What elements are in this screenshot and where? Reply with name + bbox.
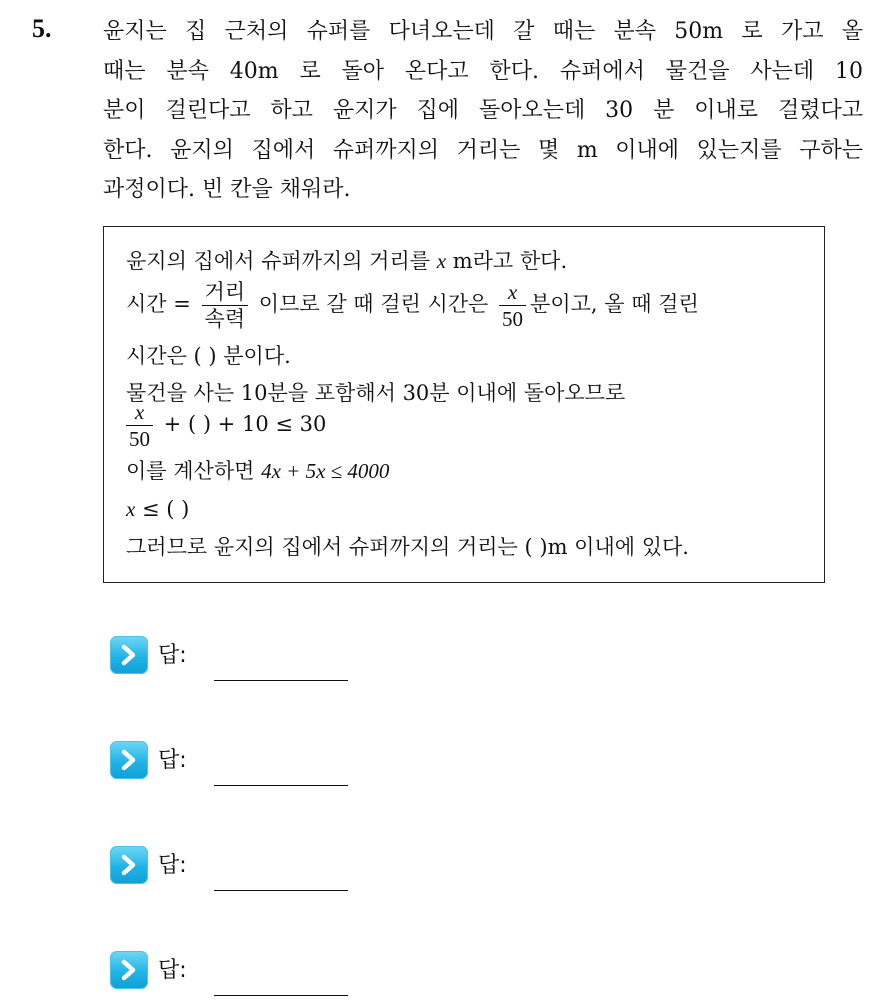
box-row-2 [126, 279, 699, 332]
chevron-right-icon [110, 636, 148, 674]
problem-line: 때는 분속 40m 로 돌아 온다고 한다. 슈퍼에서 물건을 사는데 10 [103, 58, 863, 84]
box-row-7 [126, 495, 189, 523]
question-number: 5. [32, 14, 52, 43]
problem-line: 분이 걸린다고 하고 윤지가 집에 돌아오는데 30 분 이내로 걸렸다고 [103, 98, 863, 123]
chevron-right-icon [110, 951, 148, 989]
chevron-right-icon [110, 846, 148, 884]
fraction-denominator: 50 [502, 307, 524, 331]
box-text: 이므로 갈 때 걸린 시간은 [252, 292, 496, 316]
problem-line: 윤지는 집 근처의 슈퍼를 다녀오는데 갈 때는 분속 50m 로 가고 올 [103, 19, 863, 44]
box-text: 이를 계산하면 [126, 459, 262, 483]
problem-line: 과정이다. 빈 칸을 채워라. [103, 177, 351, 202]
answer-input-line[interactable] [214, 680, 348, 681]
fraction-x-over-50 [126, 399, 153, 452]
answer-label: 답: [158, 643, 187, 668]
fraction-numerator: x [126, 399, 153, 426]
variable-x: x [436, 249, 447, 273]
box-text: 시간 = [126, 292, 198, 316]
fraction-x-over-50 [499, 279, 526, 332]
box-row-8: 그러므로 윤지의 집에서 슈퍼까지의 거리는 ( )m 이내에 있다. [126, 535, 689, 559]
answer-input-line[interactable] [214, 890, 348, 891]
answer-label: 답: [158, 853, 187, 878]
box-row-1 [126, 247, 567, 275]
fraction-numerator: 거리 [202, 279, 249, 306]
box-row-3: 시간은 ( ) 분이다. [126, 344, 291, 368]
answer-label: 답: [158, 748, 187, 773]
fraction-denominator: 속력 [204, 307, 246, 331]
answer-input-line[interactable] [214, 995, 348, 996]
answer-input-line[interactable] [214, 785, 348, 786]
box-row-6 [126, 457, 389, 485]
box-text: + ( ) + 10 ≤ 30 [157, 412, 327, 436]
box-row-4: 물건을 사는 10분을 포함해서 30분 이내에 돌아오므로 [126, 381, 626, 405]
problem-statement [103, 12, 863, 210]
box-text: 분이고, 올 때 걸린 [530, 292, 699, 316]
inequality: 4x + 5x ≤ 4000 [261, 459, 390, 483]
answer-label: 답: [158, 958, 187, 983]
fraction-denominator: 50 [129, 427, 150, 451]
box-text: ≤ ( ) [135, 497, 190, 521]
box-row-5 [126, 399, 326, 452]
fraction-numerator: x [499, 279, 526, 306]
box-text: 윤지의 집에서 슈퍼까지의 거리를 [126, 249, 437, 273]
box-text: m라고 한다. [446, 249, 568, 273]
problem-line: 한다. 윤지의 집에서 슈퍼까지의 거리는 몇 m 이내에 있는지를 구하는 [103, 137, 863, 163]
fraction-distance-speed [202, 279, 249, 332]
chevron-right-icon [110, 741, 148, 779]
solution-box [103, 226, 825, 583]
variable-x: x [126, 497, 136, 521]
